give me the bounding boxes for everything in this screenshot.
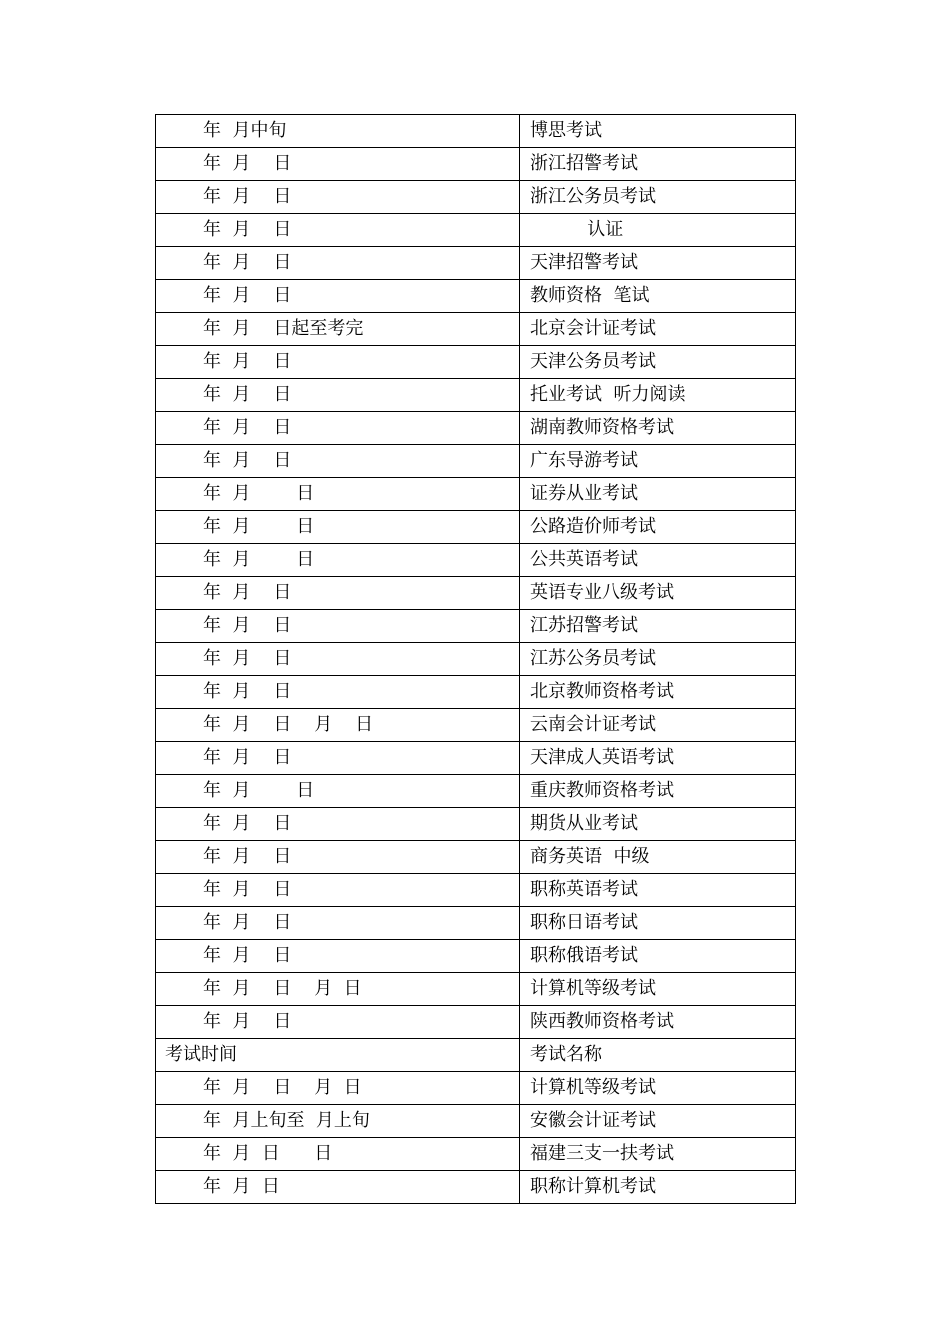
table-row [156, 1105, 796, 1138]
table-row [156, 940, 796, 973]
exam-name-cell: 安徽会计证考试 [520, 1105, 796, 1138]
exam-name-cell: 教师资格 笔试 [520, 280, 796, 313]
exam-name-cell: 天津公务员考试 [520, 346, 796, 379]
exam-name-cell: 北京教师资格考试 [520, 676, 796, 709]
exam-date-cell: 年 月 日 [156, 445, 520, 478]
exam-date-cell: 年 月 日 [156, 148, 520, 181]
table-row [156, 280, 796, 313]
exam-date-cell: 年 月上旬至 月上旬 [156, 1105, 520, 1138]
exam-name-cell: 广东导游考试 [520, 445, 796, 478]
exam-name-cell: 公共英语考试 [520, 544, 796, 577]
exam-date-cell: 年 月 日 [156, 808, 520, 841]
exam-date-cell: 年 月中旬 [156, 115, 520, 148]
exam-date-cell: 年 月 日 [156, 742, 520, 775]
table-row [156, 1138, 796, 1171]
exam-name-cell: 陕西教师资格考试 [520, 1006, 796, 1039]
table-row [156, 313, 796, 346]
exam-date-cell: 年 月 日 [156, 775, 520, 808]
exam-name-cell: 职称英语考试 [520, 874, 796, 907]
exam-date-cell: 年 月 日 [156, 907, 520, 940]
table-row [156, 1171, 796, 1204]
table-row [156, 544, 796, 577]
exam-name-cell: 云南会计证考试 [520, 709, 796, 742]
exam-name-cell: 商务英语 中级 [520, 841, 796, 874]
table-row [156, 1072, 796, 1105]
table-row [156, 709, 796, 742]
exam-name-header: 考试名称 [520, 1039, 796, 1072]
exam-date-cell: 年 月 日 [156, 280, 520, 313]
exam-date-cell: 年 月 日 [156, 1171, 520, 1204]
table-row [156, 412, 796, 445]
exam-date-cell: 年 月 日 [156, 379, 520, 412]
exam-date-cell: 年 月 日 月 日 [156, 1072, 520, 1105]
exam-date-cell: 年 月 日起至考完 [156, 313, 520, 346]
exam-name-cell: 认证 [520, 214, 796, 247]
exam-date-cell: 年 月 日 [156, 643, 520, 676]
exam-date-cell: 年 月 日 [156, 676, 520, 709]
table-row [156, 775, 796, 808]
exam-name-cell: 证券从业考试 [520, 478, 796, 511]
table-row [156, 676, 796, 709]
exam-date-cell: 年 月 日 [156, 412, 520, 445]
table-row [156, 115, 796, 148]
table-header-row [156, 1039, 796, 1072]
exam-name-cell: 英语专业八级考试 [520, 577, 796, 610]
exam-name-cell: 湖南教师资格考试 [520, 412, 796, 445]
exam-name-cell: 江苏招警考试 [520, 610, 796, 643]
exam-date-cell: 年 月 日 [156, 577, 520, 610]
table-row [156, 742, 796, 775]
table-row [156, 841, 796, 874]
exam-name-cell: 职称计算机考试 [520, 1171, 796, 1204]
table-row [156, 610, 796, 643]
exam-name-cell: 公路造价师考试 [520, 511, 796, 544]
exam-date-cell: 年 月 日 [156, 544, 520, 577]
table-row [156, 643, 796, 676]
exam-date-cell: 年 月 日 [156, 181, 520, 214]
table-row [156, 346, 796, 379]
exam-date-cell: 年 月 日 [156, 214, 520, 247]
exam-name-cell: 天津招警考试 [520, 247, 796, 280]
exam-name-cell: 北京会计证考试 [520, 313, 796, 346]
exam-name-cell: 博思考试 [520, 115, 796, 148]
table-row [156, 181, 796, 214]
exam-schedule-table [155, 114, 796, 1204]
table-row [156, 247, 796, 280]
table-row [156, 511, 796, 544]
exam-name-cell: 江苏公务员考试 [520, 643, 796, 676]
table-row [156, 577, 796, 610]
table-row [156, 973, 796, 1006]
exam-date-cell: 年 月 日 [156, 841, 520, 874]
exam-date-cell: 年 月 日 [156, 874, 520, 907]
exam-date-cell: 年 月 日 [156, 478, 520, 511]
exam-date-cell: 年 月 日 [156, 1006, 520, 1039]
exam-name-cell: 计算机等级考试 [520, 1072, 796, 1105]
table-row [156, 379, 796, 412]
table-row [156, 214, 796, 247]
exam-name-cell: 重庆教师资格考试 [520, 775, 796, 808]
table-row [156, 445, 796, 478]
exam-name-cell: 职称日语考试 [520, 907, 796, 940]
exam-date-cell: 年 月 日 [156, 346, 520, 379]
exam-date-cell: 年 月 日 月 日 [156, 709, 520, 742]
exam-time-header: 考试时间 [156, 1039, 520, 1072]
exam-name-cell: 天津成人英语考试 [520, 742, 796, 775]
exam-date-cell: 年 月 日 日 [156, 1138, 520, 1171]
exam-date-cell: 年 月 日 月 日 [156, 973, 520, 1006]
table-row [156, 808, 796, 841]
exam-date-cell: 年 月 日 [156, 610, 520, 643]
table-row [156, 907, 796, 940]
table-row [156, 478, 796, 511]
exam-name-cell: 托业考试 听力阅读 [520, 379, 796, 412]
table-row [156, 874, 796, 907]
table-row [156, 148, 796, 181]
table-row [156, 1006, 796, 1039]
exam-name-cell: 浙江招警考试 [520, 148, 796, 181]
exam-date-cell: 年 月 日 [156, 247, 520, 280]
exam-name-cell: 计算机等级考试 [520, 973, 796, 1006]
exam-name-cell: 福建三支一扶考试 [520, 1138, 796, 1171]
exam-schedule-body [156, 115, 796, 1204]
exam-name-cell: 职称俄语考试 [520, 940, 796, 973]
exam-date-cell: 年 月 日 [156, 940, 520, 973]
exam-date-cell: 年 月 日 [156, 511, 520, 544]
exam-name-cell: 期货从业考试 [520, 808, 796, 841]
exam-name-cell: 浙江公务员考试 [520, 181, 796, 214]
